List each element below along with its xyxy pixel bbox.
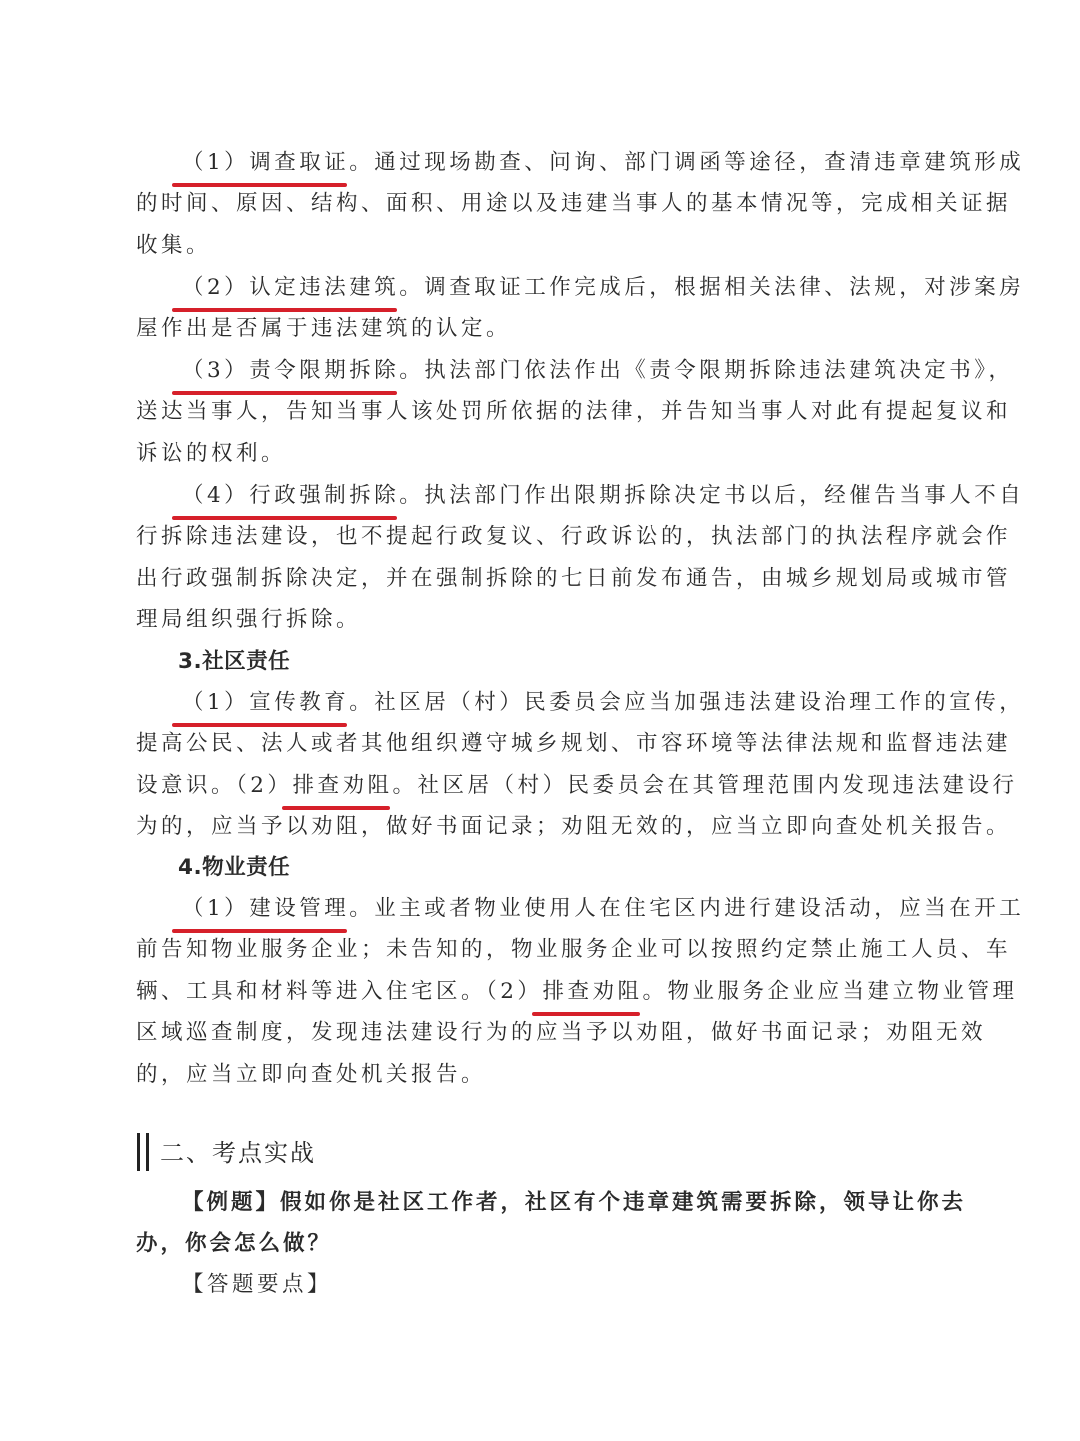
text-line: 的，应当立即向查处机关报告。 <box>136 1062 487 1087</box>
text-line: 的时间、原因、结构、面积、用途以及违建当事人的基本情况等，完成相关证据 <box>136 191 1012 216</box>
text-line: 屋作出是否属于违法建筑的认定。 <box>136 316 512 341</box>
section-marker-bar <box>137 1133 149 1171</box>
highlight-investigation: （1）调查取证 <box>182 148 349 178</box>
highlight-community-inspection: 排查劝阻 <box>292 771 392 801</box>
highlight-construction-management: （1）建设管理 <box>182 894 349 924</box>
text-line: 前告知物业服务企业；未告知的，物业服务企业可以按照约定禁止施工人员、车 <box>136 937 1012 962</box>
text-line: 区域巡查制度，发现违法建设行为的应当予以劝阻，做好书面记录；劝阻无效 <box>136 1020 987 1045</box>
heading-property: 4.物业责任 <box>178 855 291 880</box>
highlight-publicity: （1）宣传教育 <box>182 688 349 718</box>
highlight-property-inspection: 排查劝阻 <box>542 977 642 1007</box>
paragraph-forced-demolition: （4）行政强制拆除。执法部门作出限期拆除决定书以后，经催告当事人不自 <box>182 481 1024 511</box>
text-line: 理局组织强行拆除。 <box>136 607 362 632</box>
paragraph-publicity: （1）宣传教育。社区居（村）民委员会应当加强违法建设治理工作的宣传， <box>182 688 1024 718</box>
example-question: 【例题】假如你是社区工作者，社区有个违章建筑需要拆除，领导让你去 <box>182 1190 967 1215</box>
text-line: 行拆除违法建设，也不提起行政复议、行政诉讼的，执法部门的执法程序就会作 <box>136 524 1012 549</box>
example-question-cont: 办，你会怎么做？ <box>136 1231 333 1256</box>
paragraph-property-inspection: 辆、工具和材料等进入住宅区。（2）排查劝阻。物业服务企业应当建立物业管理 <box>136 977 1017 1007</box>
text-line: 提高公民、法人或者其他组织遵守城乡规划、市容环境等法律法规和监督违法建 <box>136 731 1012 756</box>
text-line: 送达当事人，告知当事人该处罚所依据的法律，并告知当事人对此有提起复议和 <box>136 399 1012 424</box>
text-line: 诉讼的权利。 <box>136 441 287 466</box>
paragraph-construction-management: （1）建设管理。业主或者物业使用人在住宅区内进行建设活动，应当在开工 <box>182 894 1024 924</box>
text-line: 出行政强制拆除决定，并在强制拆除的七日前发布通告，由城乡规划局或城市管 <box>136 566 1012 591</box>
paragraph-order-demolition: （3）责令限期拆除。执法部门依法作出《责令限期拆除违法建筑决定书》， <box>182 356 1013 386</box>
highlight-forced-demolition: （4）行政强制拆除 <box>182 481 399 511</box>
answer-points-label: 【答题要点】 <box>182 1272 333 1297</box>
paragraph-investigation: （1）调查取证。通过现场勘查、问询、部门调函等途径，查清违章建筑形成 <box>182 148 1024 178</box>
highlight-order-demolition: （3）责令限期拆除 <box>182 356 399 386</box>
paragraph-determination: （2）认定违法建筑。调查取证工作完成后，根据相关法律、法规，对涉案房 <box>182 273 1024 303</box>
text-line: 为的，应当予以劝阻，做好书面记录；劝阻无效的，应当立即向查处机关报告。 <box>136 814 1012 839</box>
paragraph-community-inspection: 设意识。（2）排查劝阻。社区居（村）民委员会在其管理范围内发现违法建设行 <box>136 771 1017 801</box>
heading-community: 3.社区责任 <box>178 649 291 674</box>
text-line: 收集。 <box>136 233 212 258</box>
highlight-determination: （2）认定违法建筑 <box>182 273 399 303</box>
section-title: 二、考点实战 <box>160 1139 316 1167</box>
